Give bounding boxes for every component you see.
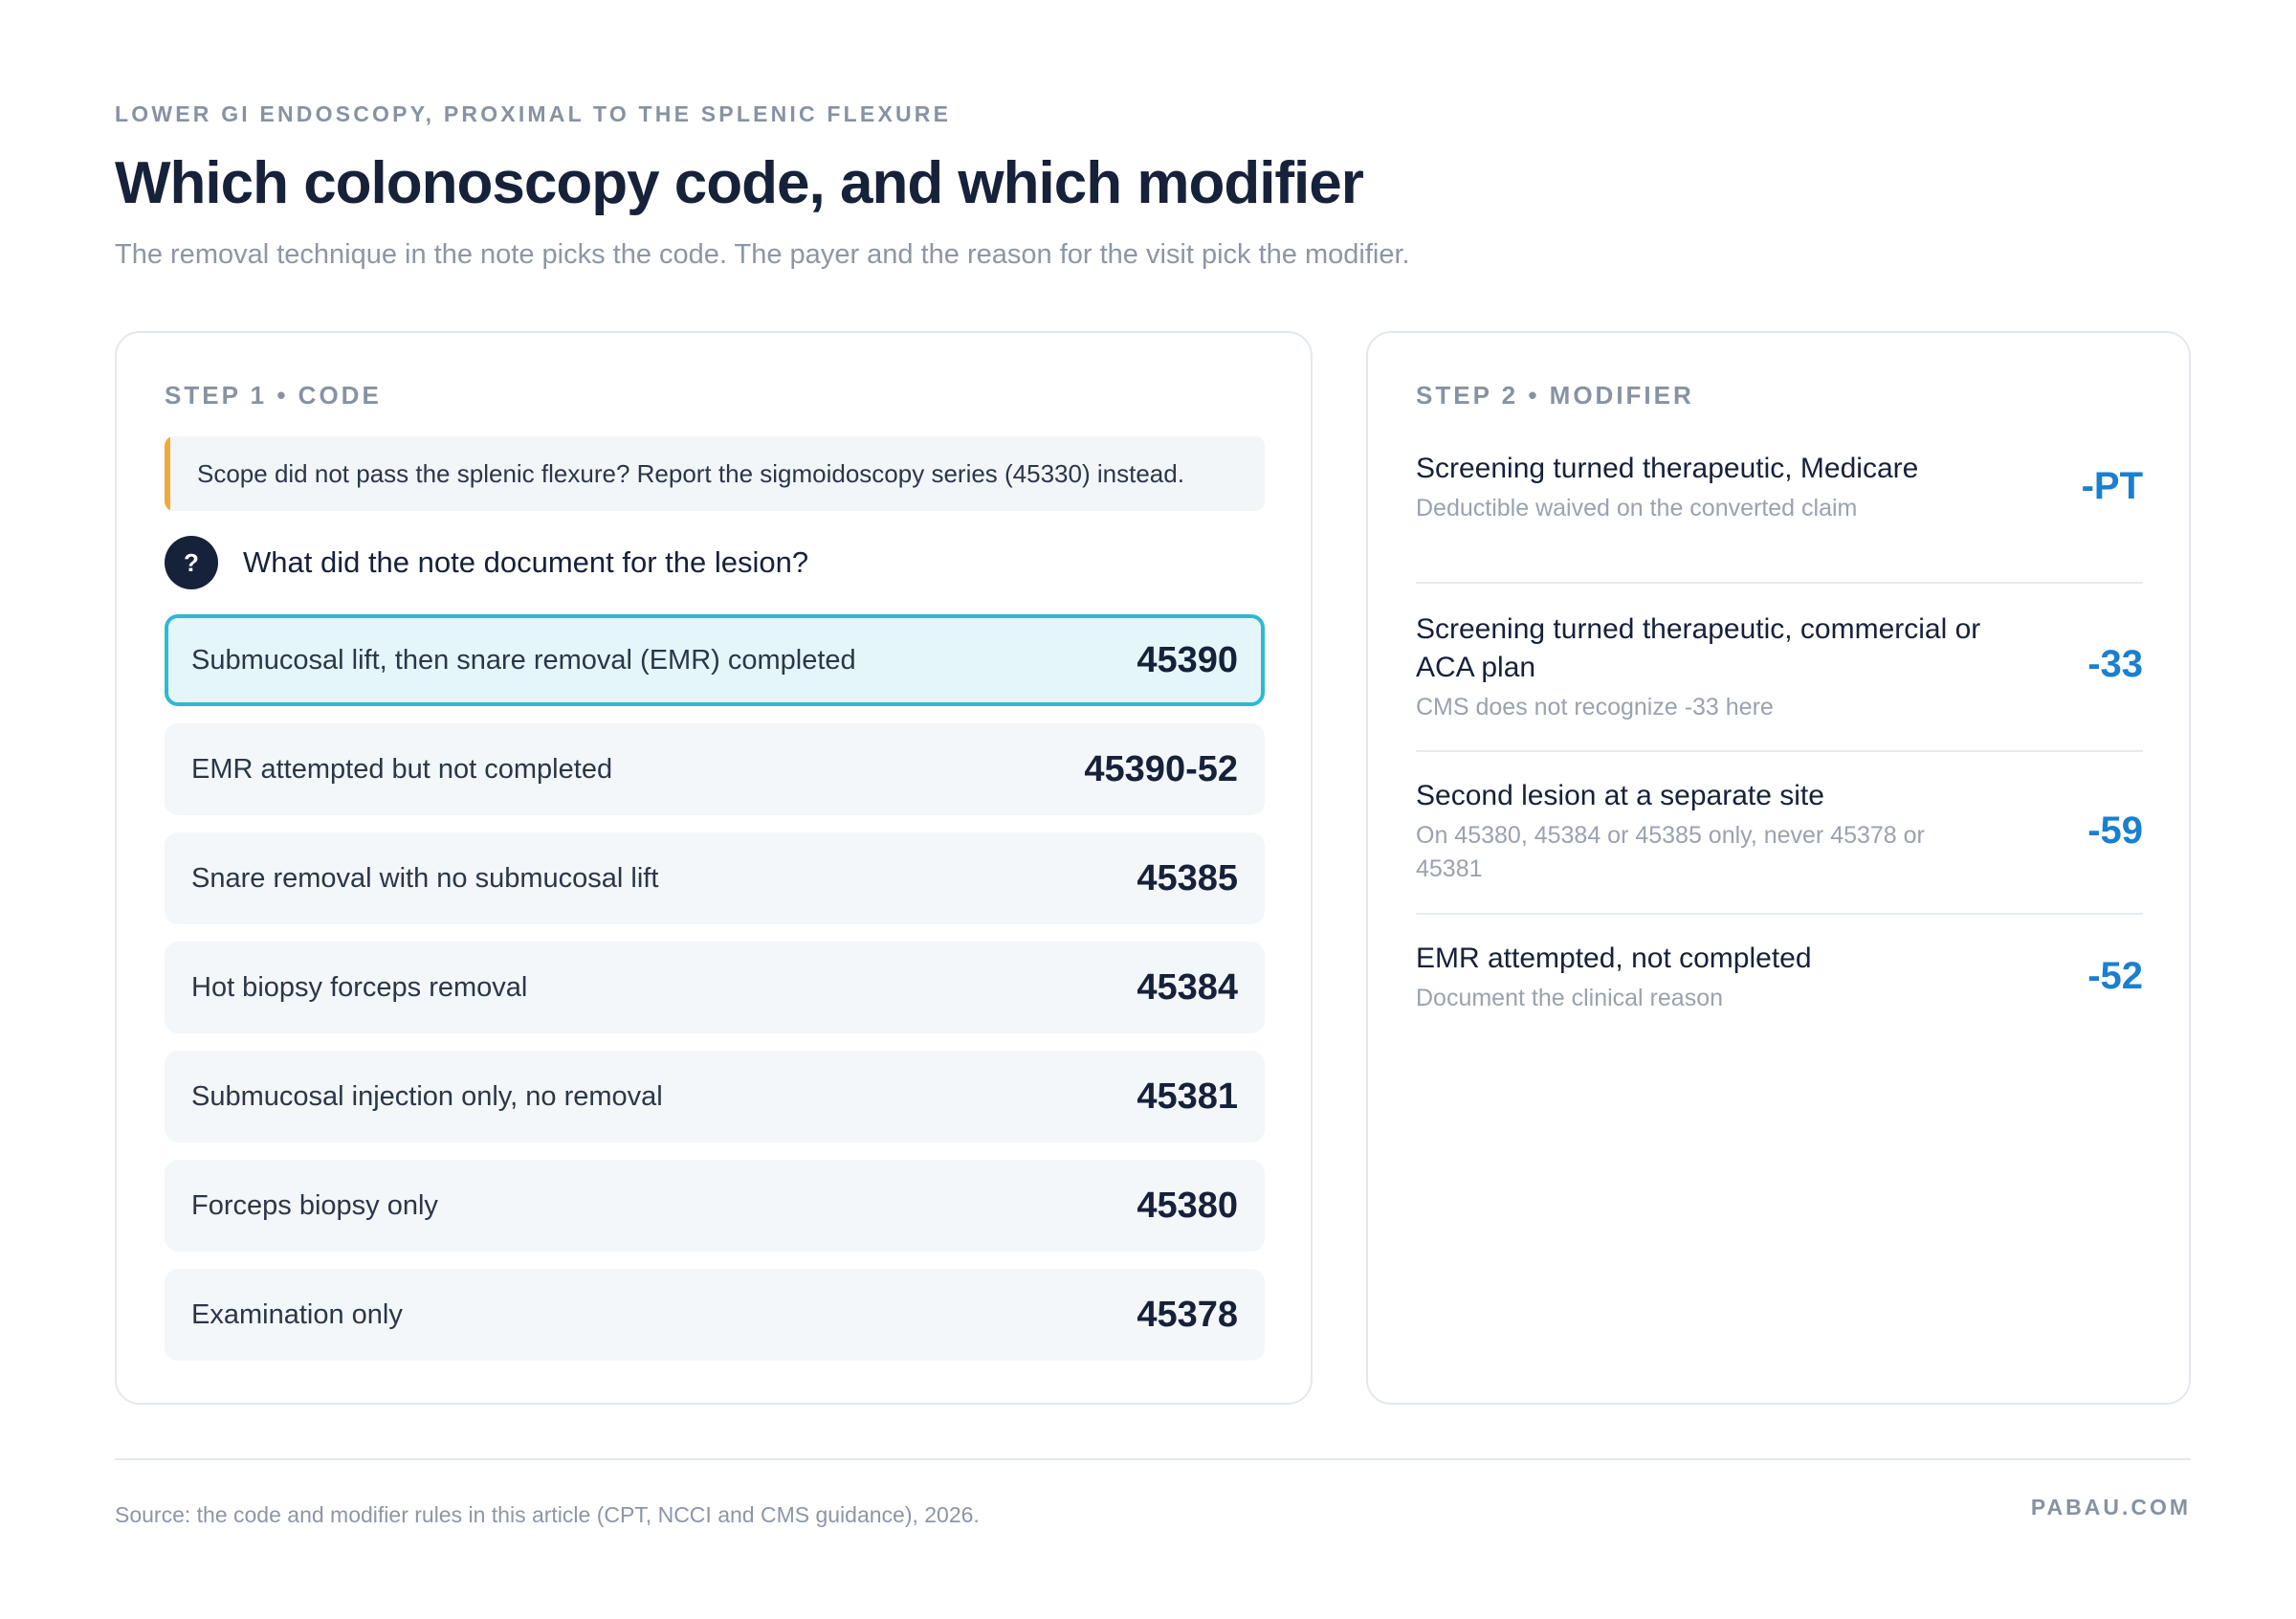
modifier-title: EMR attempted, not completed [1416,943,1812,974]
option-label: Snare removal with no submucosal lift [191,862,659,894]
option-label: Forceps biopsy only [191,1189,438,1221]
option-code: 45380 [1137,1185,1238,1226]
option-label: EMR attempted but not completed [191,753,613,785]
code-options [165,614,1265,1378]
page-subtitle: The removal technique in the note picks the code. The payer and the reason for the visit pick the modifier. [115,239,1410,270]
option-submucosal-injection[interactable] [165,1051,1265,1142]
note-text: Scope did not pass the splenic flexure? Report the sigmoidoscopy series (45330) instead. [197,459,1184,488]
option-label: Submucosal lift, then snare removal (EMR) completed [191,644,856,676]
option-label: Hot biopsy forceps removal [191,971,528,1003]
modifier-list [1416,450,2143,1030]
option-code: 45390 [1137,639,1238,680]
option-code: 45390-52 [1084,748,1238,789]
modifier-code: -PT [2081,465,2143,507]
option-label: Examination only [191,1298,403,1330]
option-code: 45378 [1137,1294,1238,1335]
sigmoidoscopy-note [165,436,1265,511]
step1-label: STEP 1 • CODE [165,381,382,410]
step1-card [115,331,1313,1405]
modifier-subtitle: Deductible waived on the converted claim [1416,495,1858,521]
option-code: 45381 [1137,1076,1238,1117]
page-title: Which colonoscopy code, and which modifier [115,150,1363,216]
modifier-code: -33 [2087,643,2143,685]
eyebrow: LOWER GI ENDOSCOPY, PROXIMAL TO THE SPLENIC FLEXURE [115,101,952,126]
modifier-code: -52 [2087,955,2143,997]
modifier-subtitle: On 45380, 45384 or 45385 only, never 45378 or 45381 [1416,822,1925,882]
modifier-title: Second lesion at a separate site [1416,780,1824,811]
modifier-code: -59 [2087,810,2143,852]
modifier-59 [1416,752,2143,915]
option-code: 45384 [1137,966,1238,1008]
modifier-pt [1416,450,2143,584]
modifier-title: Screening turned therapeutic, Medicare [1416,453,1919,484]
step2-label: STEP 2 • MODIFIER [1416,381,1694,410]
footer-divider [115,1458,2191,1460]
brand-logo-text[interactable]: PABAU.COM [2030,1495,2191,1519]
option-code: 45385 [1137,857,1238,898]
question-icon: ? [165,536,218,589]
option-emr-not-completed[interactable] [165,723,1265,815]
option-hot-biopsy[interactable] [165,942,1265,1033]
modifier-52 [1416,915,2143,1030]
modifier-33 [1416,584,2143,752]
option-snare-removal[interactable] [165,832,1265,924]
option-label: Submucosal injection only, no removal [191,1080,663,1112]
option-emr-completed[interactable] [165,614,1265,706]
option-examination-only[interactable] [165,1269,1265,1361]
option-forceps-biopsy[interactable] [165,1160,1265,1252]
modifier-subtitle: Document the clinical reason [1416,985,1723,1011]
note-accent-bar [165,436,170,511]
question-text: What did the note document for the lesion? [243,545,809,579]
lesion-question [165,536,808,589]
step2-card [1366,331,2191,1405]
source-note: Source: the code and modifier rules in this article (CPT, NCCI and CMS guidance), 2026. [115,1502,980,1527]
modifier-title: Screening turned therapeutic, commercial or ACA plan [1416,613,1981,683]
modifier-subtitle: CMS does not recognize -33 here [1416,694,1774,721]
